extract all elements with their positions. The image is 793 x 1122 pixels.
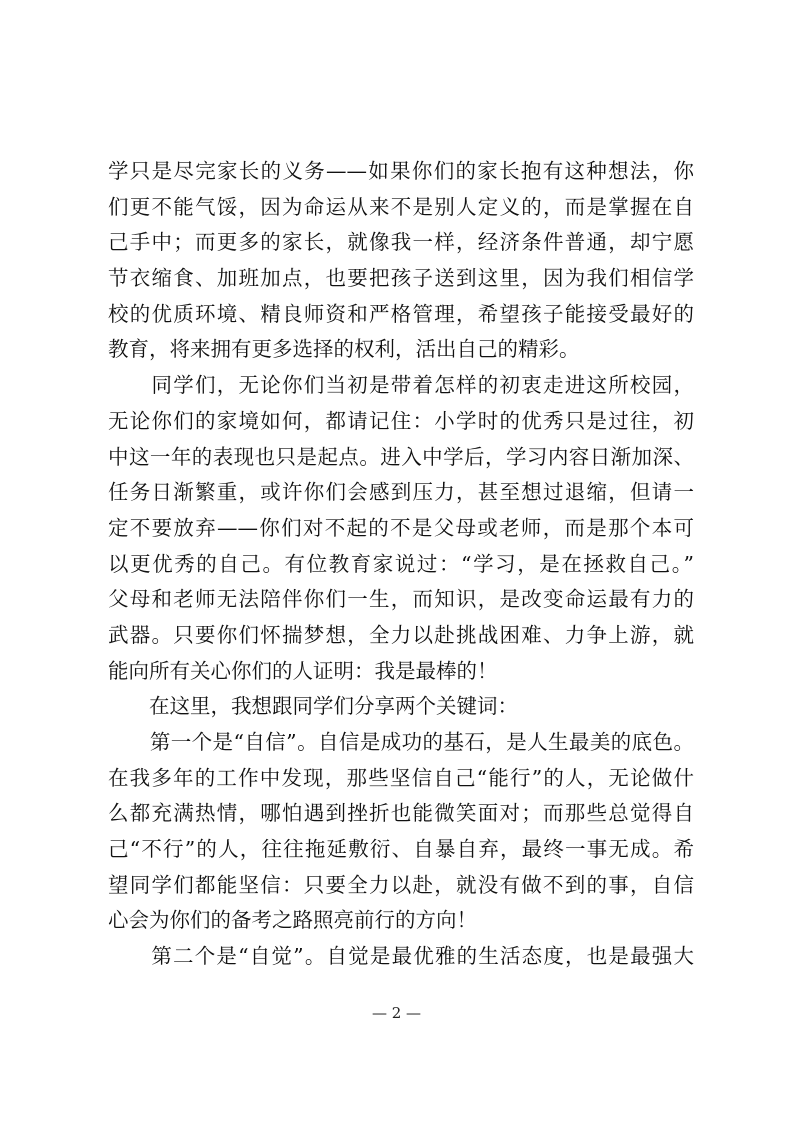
text-line: 中这一年的表现也只是起点。进入中学后，学习内容日渐加深、 — [108, 444, 694, 469]
text-line: 无论你们的家境如何，都请记住：小学时的优秀只是过往，初 — [108, 408, 694, 433]
text-line: 第二个是“自觉”。自觉是最优雅的生活态度，也是最强大 — [108, 944, 694, 969]
text-line: 在这里，我想跟同学们分享两个关键词： — [108, 694, 518, 719]
page-number: — 2 — — [371, 1004, 422, 1022]
text-line: 节衣缩食、加班加点，也要把孩子送到这里，因为我们相信学 — [108, 266, 694, 291]
text-line: 父母和老师无法陪伴你们一生，而知识，是改变命运最有力的 — [108, 587, 694, 612]
text-line: 己“不行”的人，往往拖延敷衍、自暴自弃，最终一事无成。希 — [108, 837, 694, 862]
text-line: 们更不能气馁，因为命运从来不是别人定义的，而是掌握在自 — [108, 194, 694, 219]
text-line: 武器。只要你们怀揣梦想，全力以赴挑战困难、力争上游，就 — [108, 622, 694, 647]
text-line: 定不要放弃——你们对不起的不是父母或老师，而是那个本可 — [108, 515, 694, 540]
text-line: 以更优秀的自己。有位教育家说过：“学习，是在拯救自己。” — [108, 551, 694, 576]
text-line: 己手中；而更多的家长，就像我一样，经济条件普通，却宁愿 — [108, 230, 694, 255]
text-line: 能向所有关心你们的人证明：我是最棒的！ — [108, 658, 498, 683]
text-line: 任务日渐繁重，或许你们会感到压力，甚至想过退缩，但请一 — [108, 480, 694, 505]
text-line: 第一个是“自信”。自信是成功的基石，是人生最美的底色。 — [108, 730, 694, 754]
text-line: 校的优质环境、精良师资和严格管理，希望孩子能接受最好的 — [108, 301, 694, 326]
text-line: 心会为你们的备考之路照亮前行的方向！ — [108, 908, 477, 933]
text-line: 在我多年的工作中发现，那些坚信自己“能行”的人，无论做什 — [108, 765, 694, 790]
body-text — [108, 154, 694, 975]
text-line: 望同学们都能坚信：只要全力以赴，就没有做不到的事，自信 — [108, 872, 694, 897]
text-line: 同学们，无论你们当初是带着怎样的初衷走进这所校园， — [108, 373, 694, 398]
text-line: 教育，将来拥有更多选择的权利，活出自己的精彩。 — [108, 337, 580, 362]
text-line: 学只是尽完家长的义务——如果你们的家长抱有这种想法，你 — [108, 159, 694, 183]
text-line: 么都充满热情，哪怕遇到挫折也能微笑面对；而那些总觉得自 — [108, 801, 694, 826]
